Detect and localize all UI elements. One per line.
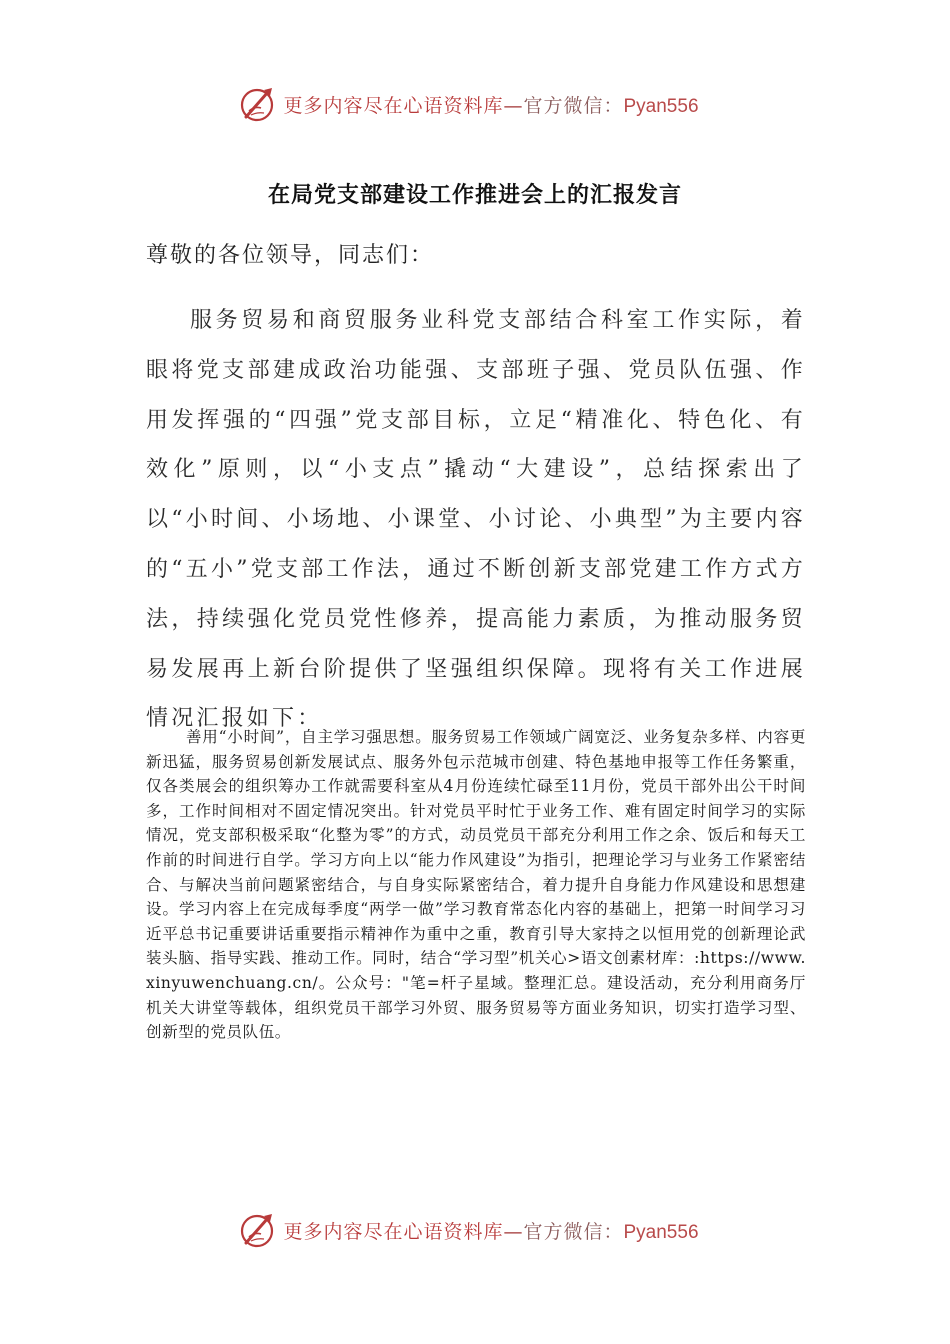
footer-banner — [0, 1208, 950, 1252]
footer-banner-handle: Pyan556 — [623, 1221, 699, 1243]
body-paragraph: 善用“小时间”，自主学习强思想。服务贸易工作领域广阔宽泛、业务复杂多样、内容更新迅猛，服务贸易创新发展试点、服务外包示范城市创建、特色基地申报等工作任务繁重，仅各类展会的组织筹办工作就需要科室从4月份连续忙碌至11月份，党员干部外出公干时间多，工作时间相对不固定情况突出。针对党员平时忙于业务工作、难有固定时间学习的实际情况，党支部积极采取“化整为零”的方式，动员党员干部充分利用工作之余、饭后和每天工作前的时间进行自学。学习方向上以“能力作风建设”为指引，把理论学习与业务工作紧密结合、与解决当前问题紧密结合，与自身实际紧密结合，着力提升自身能力作风建设和思想建设。学习内容上在完成每季度“两学一做”学习教育常态化内容的基础上，把第一时间学习习近平总书记重要讲话重要指示精神作为重中之重，教育引导大家持之以恒用党的创新理论武装头脑、指导实践、推动工作。同时，结合“学习型”机关心>语文创素材库：:https://www.xinyuwenchuang.cn/。公众号："笔=杆子星域。整理汇总。建设活动，充分利用商务厅机关大讲堂等载体，组织党员干部学习外贸、服务贸易等方面业务知识，切实打造学习型、创新型的党员队伍。 — [146, 728, 806, 1042]
footer-banner-title: 更多内容尽在心语资料库 — [283, 1220, 504, 1243]
header-banner — [0, 82, 950, 126]
footer-banner-official-label: 官方微信： — [523, 1220, 624, 1243]
header-banner-handle: Pyan556 — [623, 95, 699, 117]
intro-paragraph: 服务贸易和商贸服务业科党支部结合科室工作实际，着眼将党支部建成政治功能强、支部班子强、党员队伍强、作用发挥强的“四强”党支部目标，立足“精准化、特色化、有效化”原则，以“小支点”撬动“大建设”，总结探索出了以“小时间、小场地、小课堂、小讨论、小典型”为主要内容的“五小”党支部工作法，通过不断创新支部党建工作方式方法，持续强化党员党性修养，提高能力素质，为推动服务贸易发展再上新台阶提供了坚强组织保障。现将有关工作进展情况汇报如下： — [146, 308, 806, 732]
header-banner-title: 更多内容尽在心语资料库 — [283, 94, 504, 117]
document-title: 在局党支部建设工作推进会上的汇报发言 — [267, 183, 682, 208]
header-banner-text — [283, 91, 698, 118]
footer-banner-content — [237, 1210, 698, 1250]
pen-logo-icon — [237, 1210, 277, 1250]
salutation: 尊敬的各位领导，同志们： — [146, 243, 435, 268]
header-banner-separator: — — [503, 94, 524, 117]
header-banner-content — [237, 84, 698, 124]
footer-banner-separator: — — [503, 1220, 524, 1243]
pen-logo-icon — [237, 84, 277, 124]
header-banner-official-label: 官方微信： — [523, 94, 624, 117]
footer-banner-text — [283, 1217, 698, 1244]
